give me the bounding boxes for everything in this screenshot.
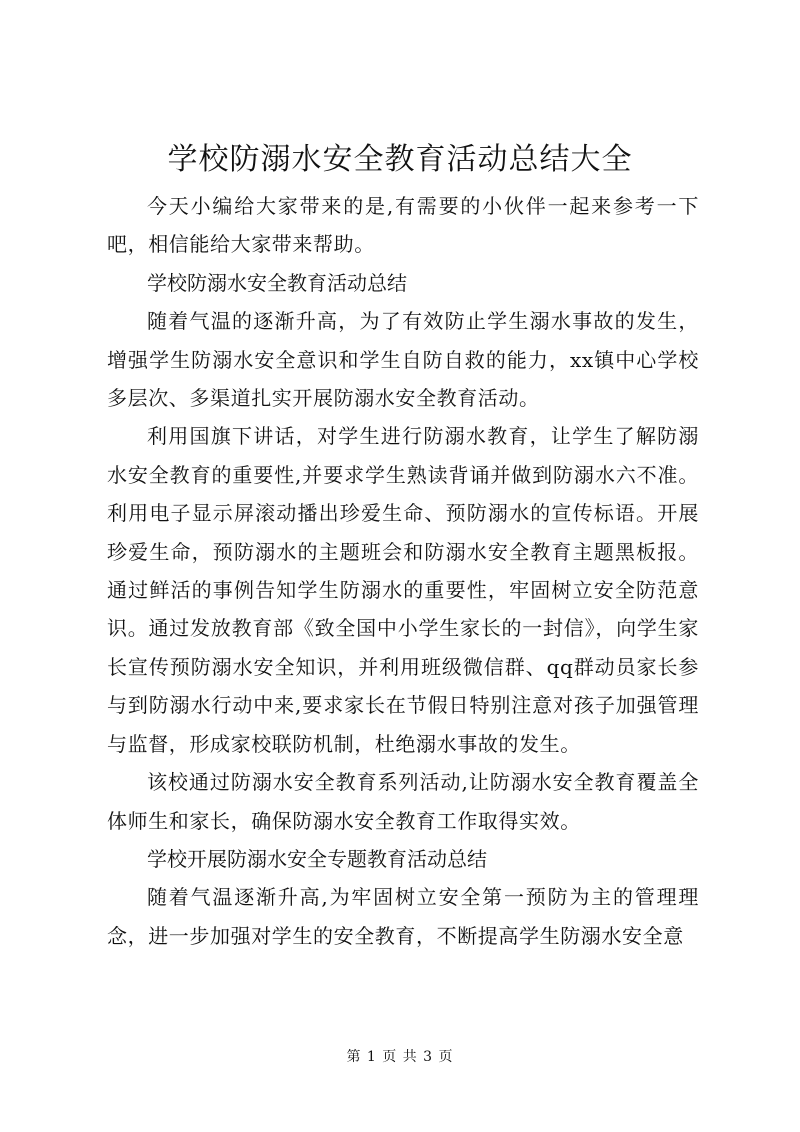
page-footer: 第 1 页 共 3 页 bbox=[346, 1049, 454, 1065]
paragraph: 随着气温的逐渐升高，为了有效防止学生溺水事故的发生，增强学生防溺水安全意识和学生自防自救的能力，xx镇中心学校多层次、多渠道扎实开展防溺水安全教育活动。 bbox=[107, 309, 699, 411]
paragraph: 该校通过防溺水安全教育系列活动,让防溺水安全教育覆盖全体师生和家长，确保防溺水安全教育工作取得实效。 bbox=[107, 770, 699, 833]
section-heading: 学校防溺水安全教育活动总结 bbox=[147, 270, 407, 295]
document-body bbox=[107, 187, 699, 955]
paragraph-intro: 今天小编给大家带来的是,有需要的小伙伴一起来参考一下吧，相信能给大家带来帮助。 bbox=[107, 194, 699, 257]
document-title: 学校防溺水安全教育活动总结大全 bbox=[167, 142, 633, 177]
paragraph: 利用国旗下讲话，对学生进行防溺水教育，让学生了解防溺水安全教育的重要性,并要求学生熟读背诵并做到防溺水六不准。利用电子显示屏滚动播出珍爱生命、预防溺水的宣传标语。开展珍爱生命，预防溺水的主题班会和防溺水安全教育主题黑板报。通过鲜活的事例告知学生防溺水的重要性，牢固树立安全防范意识。通过发放教育部《致全国中小学生家长的一封信》，向学生家长宣传预防溺水安全知识，并利用班级微信群、qq群动员家长参与到防溺水行动中来,要求家长在节假日特别注意对孩子加强管理与监督，形成家校联防机制，杜绝溺水事故的发生。 bbox=[107, 424, 699, 756]
paragraph: 随着气温逐渐升高,为牢固树立安全第一预防为主的管理理念，进一步加强对学生的安全教育，不断提高学生防溺水安全意 bbox=[107, 885, 699, 948]
section-heading: 学校开展防溺水安全专题教育活动总结 bbox=[147, 846, 487, 871]
